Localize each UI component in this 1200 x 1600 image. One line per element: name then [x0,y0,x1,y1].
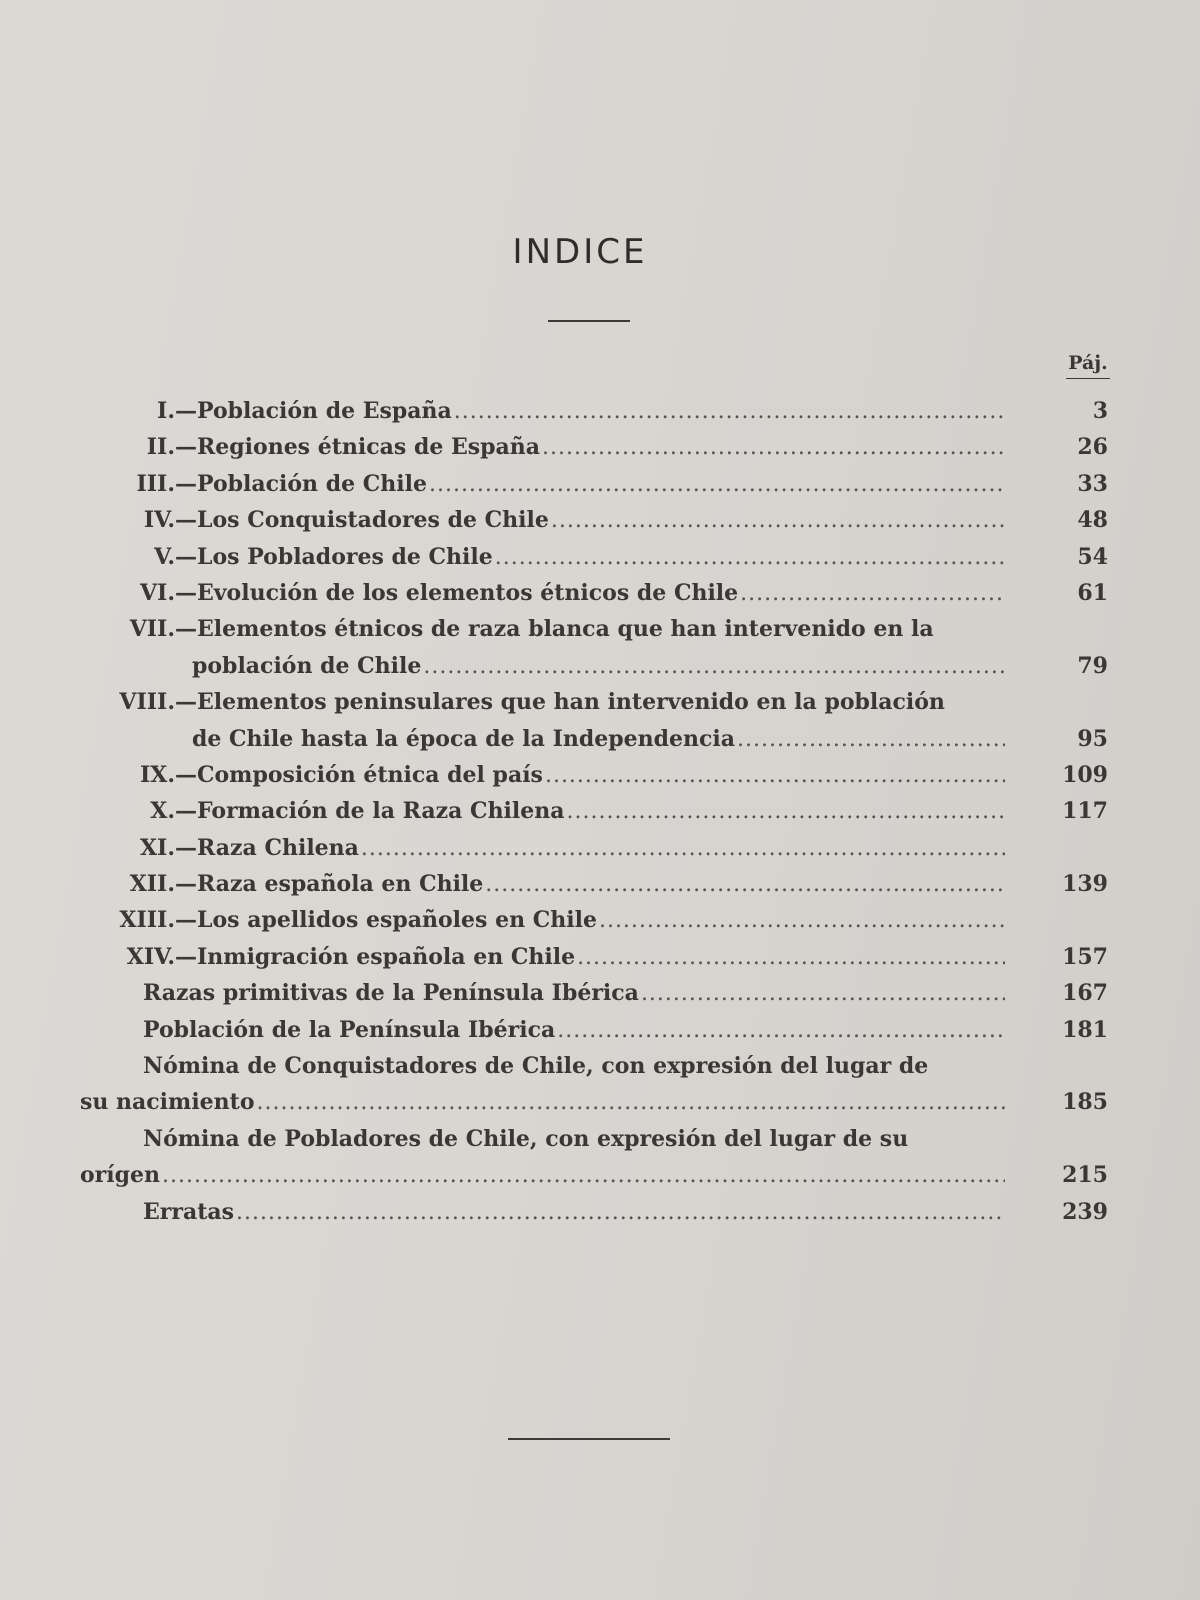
appendix-label: Nómina de Conquistadores de Chile, con expresión del lugar de [143,1053,929,1080]
appendix-label: Nómina de Pobladores de Chile, con expresión del lugar de su [143,1125,909,1152]
toc-entry: X. — Formación de la Raza Chilena ..... 117 [0,793,1200,829]
entry-label: Los Pobladores de Chile [197,543,493,570]
appendix-entry-continuation [0,1157,1200,1193]
appendix-label-continued: su nacimiento [80,1089,255,1116]
toc-entry: III. — Población de Chile ..... 33 [0,466,1200,502]
entry-label: Los Conquistadores de Chile [197,507,549,534]
entry-label: Evolución de los elementos étnicos de Chile [197,579,739,606]
appendix-page: 239 [1062,1198,1108,1225]
entry-page: 54 [1077,543,1108,570]
toc-entry: XI. — Raza Chilena ..... [0,830,1200,866]
entry-label-continued: de Chile hasta la época de la Independencia [192,725,735,752]
appendix-entry [0,1194,1200,1230]
toc-entry: VI. — Evolución de los elementos étnicos de Chile ..... 61 [0,575,1200,611]
appendix-page: 215 [1062,1162,1108,1189]
page-column-header: Páj. [1058,352,1118,379]
table-of-contents [0,393,1200,1230]
entry-page: 157 [1062,943,1108,970]
toc-entry: IX. — Composición étnica del país ..... 109 [0,757,1200,793]
closing-rule [508,1438,670,1440]
header-underline [1066,378,1110,379]
entry-page: 109 [1062,761,1108,788]
title-rule [548,320,630,322]
entry-page: 117 [1062,798,1108,825]
entry-page: 139 [1062,871,1108,898]
appendix-entry [0,1121,1200,1157]
entry-label: Inmigración española en Chile [197,943,576,970]
toc-entry: VII. — Elementos étnicos de raza blanca que han intervenido en la [0,611,1200,647]
entry-label: Raza Chilena [197,834,359,861]
toc-entry: IV. — Los Conquistadores de Chile ..... 48 [0,502,1200,538]
entry-page: 26 [1077,434,1108,461]
toc-entry-continuation [0,721,1200,757]
entry-label: Población de Chile [197,470,427,497]
toc-entry: II. — Regiones étnicas de España ..... 26 [0,429,1200,465]
entry-label: Población de España [197,398,452,424]
entry-label: Regiones étnicas de España [197,434,541,461]
toc-entry: XIII. — Los apellidos españoles en Chile ..... [0,902,1200,938]
toc-entry: XII. — Raza española en Chile ..... 139 [0,866,1200,902]
appendix-label: Razas primitivas de la Península Ibérica [143,980,639,1007]
entry-page: 79 [1077,652,1108,679]
entry-label: Los apellidos españoles en Chile [197,907,597,934]
entry-label: Elementos peninsulares que han intervenido en la población [197,689,945,716]
toc-entry-continuation [0,648,1200,684]
appendix-entry [0,1012,1200,1048]
toc-entry: VIII. — Elementos peninsulares que han intervenido en la población [0,684,1200,720]
entry-page: 61 [1077,579,1108,606]
appendix-entry [0,1048,1200,1084]
page-title: INDICE [512,232,648,272]
toc-entry: I. — Población de España ..... 3 [0,393,1200,429]
appendix-page: 181 [1062,1016,1108,1043]
entry-page: 33 [1077,470,1108,497]
appendix-label: Erratas [143,1198,235,1225]
entry-label: Composición étnica del país [197,761,543,788]
entry-page: 95 [1077,725,1108,752]
entry-label-continued: población de Chile [192,652,422,679]
appendix-entry-continuation [0,1084,1200,1120]
toc-entry: XIV. — Inmigración española en Chile ..... 157 [0,939,1200,975]
entry-label: Elementos étnicos de raza blanca que han intervenido en la [197,616,934,643]
appendix-page: 185 [1062,1089,1108,1116]
appendix-label: Población de la Península Ibérica [143,1016,556,1043]
entry-label: Formación de la Raza Chilena [197,798,565,825]
appendix-page: 167 [1062,980,1108,1007]
entry-page: 3 [1092,398,1108,424]
toc-entry: V. — Los Pobladores de Chile ..... 54 [0,539,1200,575]
appendix-entry [0,975,1200,1011]
appendix-label-continued: orígen [80,1162,160,1189]
entry-page: 48 [1077,507,1108,534]
entry-label: Raza española en Chile [197,871,484,898]
